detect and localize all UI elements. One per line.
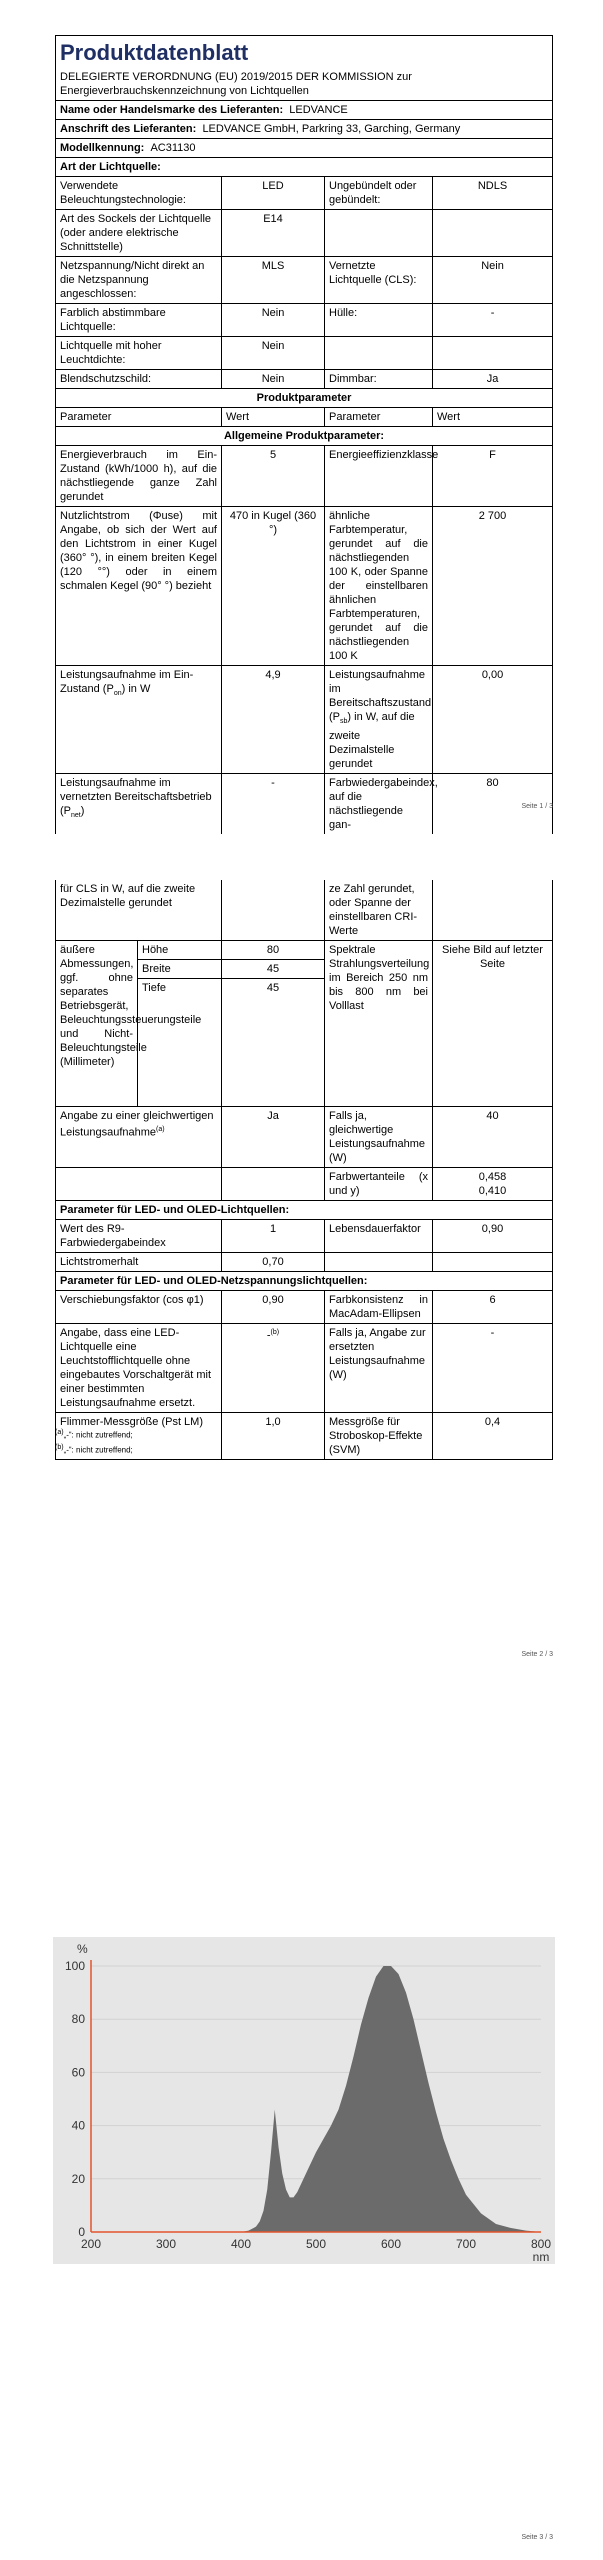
param-row: Leistungsaufnahme im Ein-Zustand $(P_{on})$ in W 4,9 Leistungsaufnahme im Bereitschaftszustand $(P_{sb})$ in W, auf die zweite Dezimalstelle gerundet 0,00 [56, 666, 553, 774]
column-header-row: Parameter Wert Parameter Wert [56, 408, 553, 427]
spectrum-chart [53, 1937, 555, 2264]
param-row: Angabe zu einer gleichwertigen Leistungsaufnahme$^{(a)}$ Ja Falls ja, gleichwertige Leistungsaufnahme (W) 40 [56, 1107, 553, 1168]
param-row: äußere Abmessungen, ggf. ohne separates Betriebsgerät, Beleuchtungssteuerungsteile und Nicht-Beleuchtungsteile (Millimeter) Höhe 80 Spektrale Strahlungsverteilung im Bereich 250 nm bis 800 nm bei Volllast Siehe Bild auf letzter Seite [56, 941, 553, 960]
param-row: für CLS in W, auf die zweite Dezimalstelle gerundet ze Zahl gerundet, oder Spanne der einstellbaren CRI-Werte [56, 880, 553, 941]
type-row: Netzspannung/Nicht direkt an die Netzspannung angeschlossen: MLS Vernetzte Lichtquelle (CLS): Nein [56, 257, 553, 304]
page-2 [0, 880, 603, 1680]
model-row: Modellkennung: AC31130 [56, 139, 553, 158]
general-params-heading: Allgemeine Produktparameter: [56, 427, 553, 446]
page-number: Seite 1 / 3 [521, 803, 553, 810]
param-row: Leistungsaufnahme im vernetzten Bereitschaftsbetrieb $(P_{net})$ - Farbwiedergabeindex, auf die nächstliegende gan- 80 [56, 774, 553, 835]
model-id: AC31130 [150, 142, 196, 154]
page-number: Seite 2 / 3 [521, 1651, 553, 1658]
x-tick-label: 700 [455, 2237, 477, 2251]
page-3 [0, 1680, 603, 2560]
param-row: Wert des R9-Farbwiedergabeindex 1 Lebensdauerfaktor 0,90 [56, 1220, 553, 1253]
type-heading: Art der Lichtquelle: [56, 158, 553, 177]
y-tick-label: 40 [71, 2118, 85, 2133]
param-row: Flimmer-Messgröße (Pst LM) 1,0 Messgröße für Stroboskop-Effekte (SVM) 0,4 [56, 1413, 553, 1460]
mains-params-heading: Parameter für LED- und OLED-Netzspannungslichtquellen: [56, 1272, 553, 1291]
param-row: Lichtstromerhalt 0,70 [56, 1253, 553, 1272]
type-row: Verwendete Beleuchtungstechnologie: LED Ungebündelt oder gebündelt: NDLS [56, 177, 553, 210]
param-row: Energieverbrauch im Ein-Zustand (kWh/1000 h), auf die nächstliegende ganze Zahl gerundet 5 Energieeffizienzklasse F [56, 446, 553, 507]
param-row: Angabe, dass eine LED-Lichtquelle eine Leuchtstofflichtquelle ohne eingebautes Vorschaltgerät mit einer bestimmten Leistungsaufnahme ersetzt. -$^{(b)}$ Falls ja, Angabe zur ersetzten Leistungsaufnahme (W) - [56, 1324, 553, 1413]
supplier-name: LEDVANCE [289, 104, 348, 116]
x-tick-label: 200 [80, 2237, 102, 2251]
x-tick-label: 800 [530, 2237, 552, 2251]
led-params-heading: Parameter für LED- und OLED-Lichtquellen: [56, 1201, 553, 1220]
y-tick-label: 0 [78, 2225, 85, 2239]
datasheet-table-page1 [55, 35, 553, 834]
regulation-text: DELEGIERTE VERORDNUNG (EU) 2019/2015 DER KOMMISSION zur Energieverbrauchskennzeichnung von Lichtquellen [56, 68, 553, 101]
y-tick-label: 60 [71, 2065, 85, 2080]
type-row: Art des Sockels der Lichtquelle (oder andere elektrische Schnittstelle) E14 [56, 210, 553, 257]
y-tick-label: 80 [71, 2012, 85, 2027]
page-1 [0, 0, 603, 832]
x-tick-label: 400 [230, 2237, 252, 2251]
supplier-address: LEDVANCE GmbH, Parkring 33, Garching, Germany [202, 123, 461, 135]
datasheet-table-page2 [55, 880, 553, 1460]
footnote-b: $^{(b)}$„-“: nicht zutreffend; [55, 1444, 133, 1455]
footnote-a: $^{(a)}$„-“: nicht zutreffend; [55, 1429, 133, 1440]
chroma-x: 0,458 [478, 1171, 507, 1183]
page-title: Produktdatenblatt [56, 36, 553, 69]
param-row: Nutzlichtstrom (Φuse) mit Angabe, ob sich der Wert auf den Lichtstrom in einer Kugel (360° °), in einem breiten Kegel (120 °°) oder in einem schmalen Kegel (90° °) bezieht 470 in Kugel (360 °) ähnliche Farbtemperatur, gerundet auf die nächstliegenden 100 K, oder Spanne der einstellbaren ähnlichen Farbtemperaturen, gerundet auf die nächstliegenden 100 K 2 700 [56, 507, 553, 666]
x-axis-label: nm [532, 2250, 550, 2264]
x-tick-label: 600 [380, 2237, 402, 2251]
chroma-y: 0,410 [478, 1185, 507, 1197]
param-row: Verschiebungsfaktor (cos φ1) 0,90 Farbkonsistenz in MacAdam-Ellipsen 6 [56, 1291, 553, 1324]
param-row: Farbwertanteile (x und y) 0,458 0,410 [56, 1168, 553, 1201]
type-row: Lichtquelle mit hoher Leuchtdichte: Nein [56, 337, 553, 370]
param-row: Breite 45 [56, 960, 553, 979]
address-row: Anschrift des Lieferanten: LEDVANCE GmbH, Parkring 33, Garching, Germany [56, 120, 553, 139]
y-axis-label: % [77, 1942, 88, 1956]
x-tick-label: 500 [305, 2237, 327, 2251]
product-params-heading: Produktparameter [56, 389, 553, 408]
supplier-name-row: Name oder Handelsmarke des Lieferanten: LEDVANCE [56, 101, 553, 120]
y-tick-label: 20 [71, 2171, 85, 2186]
type-row: Farblich abstimmbare Lichtquelle: Nein Hülle: - [56, 304, 553, 337]
y-tick-label: 100 [64, 1959, 85, 1973]
param-row: Tiefe 45 [56, 979, 553, 1107]
type-row: Blendschutzschild: Nein Dimmbar: Ja [56, 370, 553, 389]
x-tick-label: 300 [155, 2237, 177, 2251]
page-number: Seite 3 / 3 [521, 2534, 553, 2541]
